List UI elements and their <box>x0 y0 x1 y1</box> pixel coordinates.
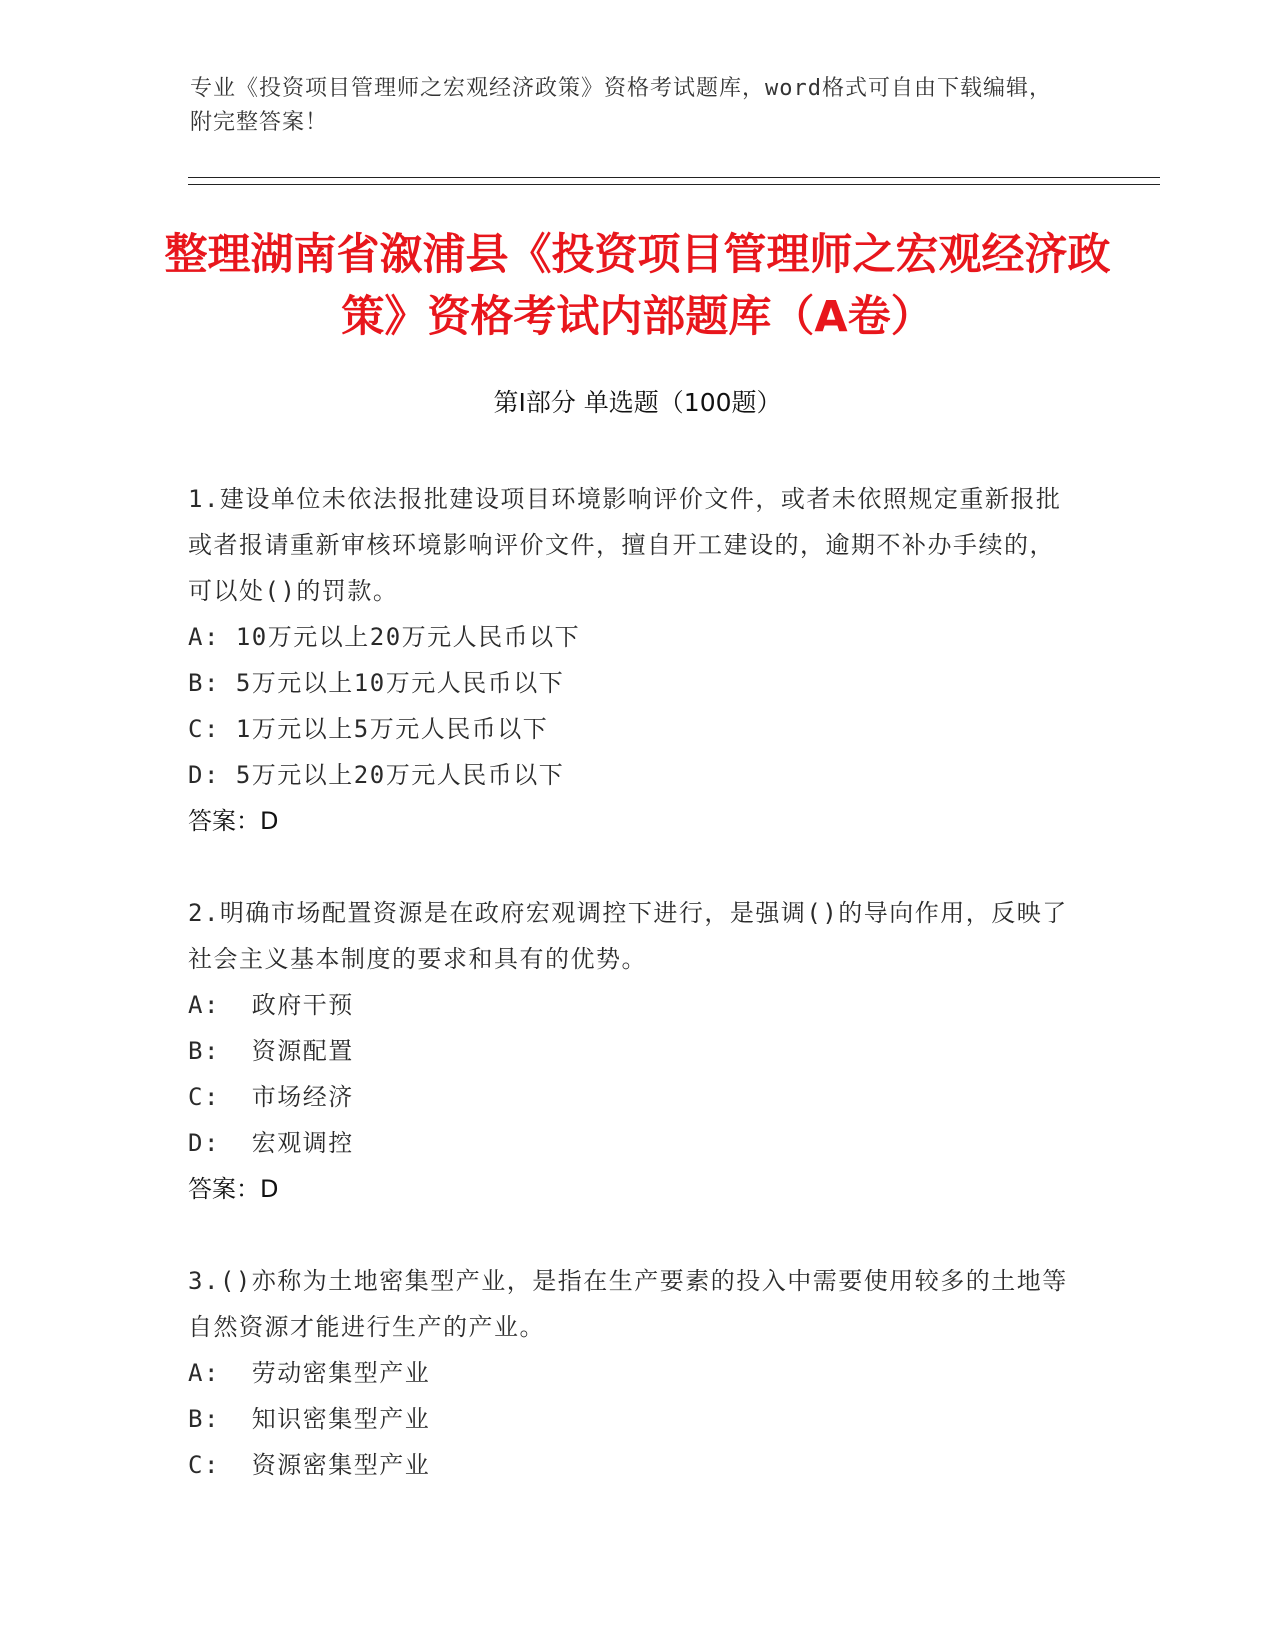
question-item <box>188 476 1068 844</box>
question-option: A: 10万元以上20万元人民币以下 <box>188 623 581 651</box>
question-option: B: 5万元以上10万元人民币以下 <box>188 669 565 697</box>
question-item <box>188 890 1068 1212</box>
question-option: C: 1万元以上5万元人民币以下 <box>188 715 549 743</box>
question-option: A: 劳动密集型产业 <box>188 1359 431 1387</box>
question-stem: 2.明确市场配置资源是在政府宏观调控下进行，是强调()的导向作用，反映了社会主义基本制度的要求和具有的优势。 <box>188 899 1068 973</box>
question-stem: 1.建设单位未依法报批建设项目环境影响评价文件，或者未依照规定重新报批或者报请重新审核环境影响评价文件，擅自开工建设的，逾期不补办手续的，可以处()的罚款。 <box>188 485 1062 605</box>
question-option: B: 资源配置 <box>188 1037 354 1065</box>
header-note: 专业《投资项目管理师之宏观经济政策》资格考试题库，word格式可自由下载编辑，附完整答案！ <box>190 76 1052 135</box>
question-option: C: 资源密集型产业 <box>188 1451 431 1479</box>
question-option: D: 宏观调控 <box>188 1129 354 1157</box>
question-item <box>188 1258 1068 1488</box>
question-option: B: 知识密集型产业 <box>188 1405 431 1433</box>
question-list <box>188 476 1068 1534</box>
question-option: C: 市场经济 <box>188 1083 354 1111</box>
question-option: A: 政府干预 <box>188 991 354 1019</box>
question-option: D: 5万元以上20万元人民币以下 <box>188 761 565 789</box>
document-title: 整理湖南省溆浦县《投资项目管理师之宏观经济政策》资格考试内部题库（A卷） <box>164 230 1111 342</box>
header-rule-bottom <box>188 184 1160 185</box>
question-stem: 3.()亦称为土地密集型产业，是指在生产要素的投入中需要使用较多的土地等自然资源才能进行生产的产业。 <box>188 1267 1068 1341</box>
header-rule-top <box>188 177 1160 178</box>
section-heading: 第Ⅰ部分 单选题（100题） <box>493 388 782 417</box>
question-answer: 答案：D <box>188 807 279 835</box>
question-answer: 答案：D <box>188 1175 279 1203</box>
